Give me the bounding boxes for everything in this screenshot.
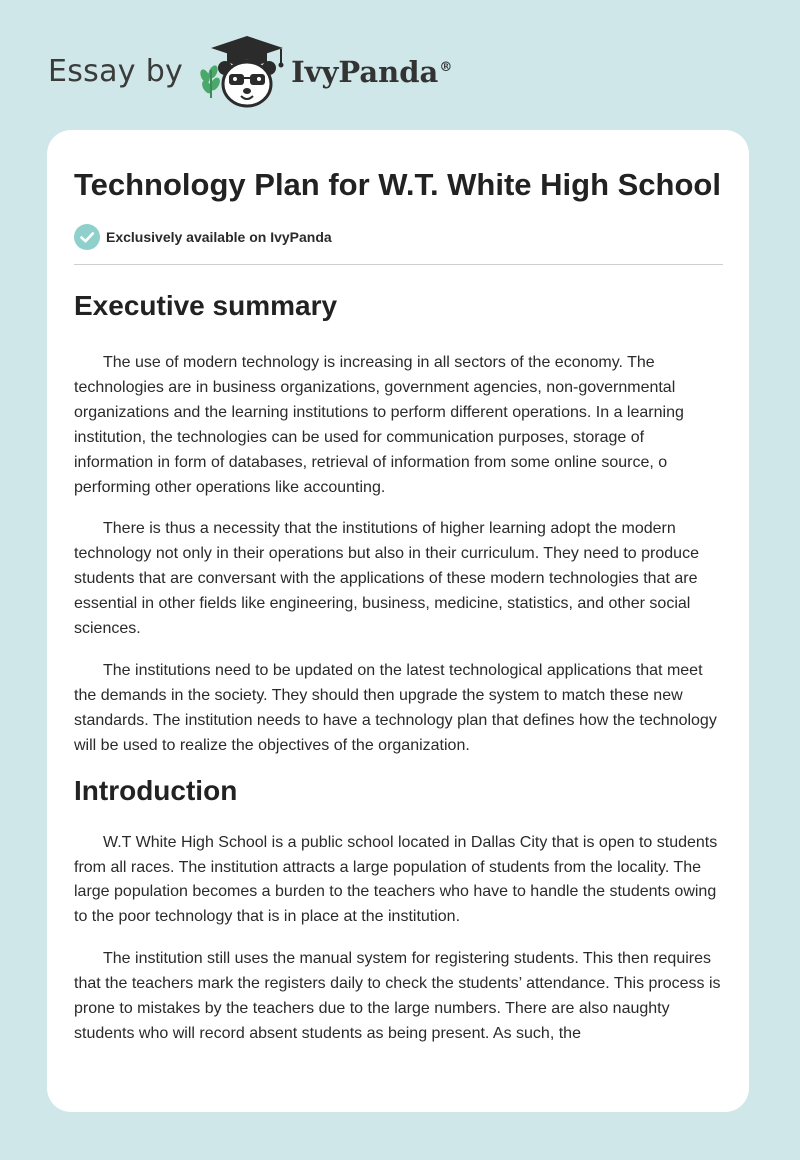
registered-mark: ® — [439, 59, 453, 75]
divider — [74, 264, 723, 265]
brand-prefix: Essay by — [48, 54, 184, 89]
essay-card — [47, 130, 749, 1112]
paragraph: The institutions need to be updated on the latest technological applications that meet the demands in the society. They should then upgrade the system to match these new standards. The institution needs to have a technology plan that defines how the technology will be used to realize the objectives of the organization. — [74, 661, 717, 754]
brand-header — [48, 32, 452, 112]
paragraph: The institution still uses the manual system for registering students. This then requires that the teachers mark the registers daily to check the students’ attendance. This process is prone to mistakes by the teachers due to the large numbers. There are also naughty students who will record absent students as being present. As such, the — [74, 950, 721, 1042]
paragraph: W.T White High School is a public school located in Dallas City that is open to students from all races. The institution attracts a large population of students from the locality. The large population becomes a burden to the teachers who have to handle the students owing to the poor technology that is in place at the institution. — [74, 833, 718, 926]
section-heading-executive-summary: Executive summary — [74, 290, 338, 321]
paragraph: The use of modern technology is increasing in all sectors of the economy. The technologies are in business organizations, government agencies, non-governmental organizations and the learning institutions to perform different operations. In a learning institution, the technologies can be used for communication purposes, storage of information in form of databases, retrieval of information from some online source, o performing other operations like accounting. — [74, 354, 684, 496]
paragraph: There is thus a necessity that the institutions of higher learning adopt the modern technology not only in their operations but also in their curriculum. They need to produce students that are conversant with the applications of these modern technologies that are essential in other fields like engineering, business, medicine, statistics, and other social sciences. — [74, 520, 699, 638]
panda-graduate-icon[interactable] — [197, 32, 293, 112]
page-title: Technology Plan for W.T. White High School — [74, 167, 721, 202]
brand-name: IvyPanda® — [291, 54, 453, 89]
exclusive-badge-text: Exclusively available on IvyPanda — [106, 229, 332, 245]
section-heading-introduction: Introduction — [74, 774, 238, 806]
check-circle-icon — [74, 224, 100, 250]
essay-content — [74, 164, 724, 1047]
exclusive-badge — [74, 224, 724, 250]
